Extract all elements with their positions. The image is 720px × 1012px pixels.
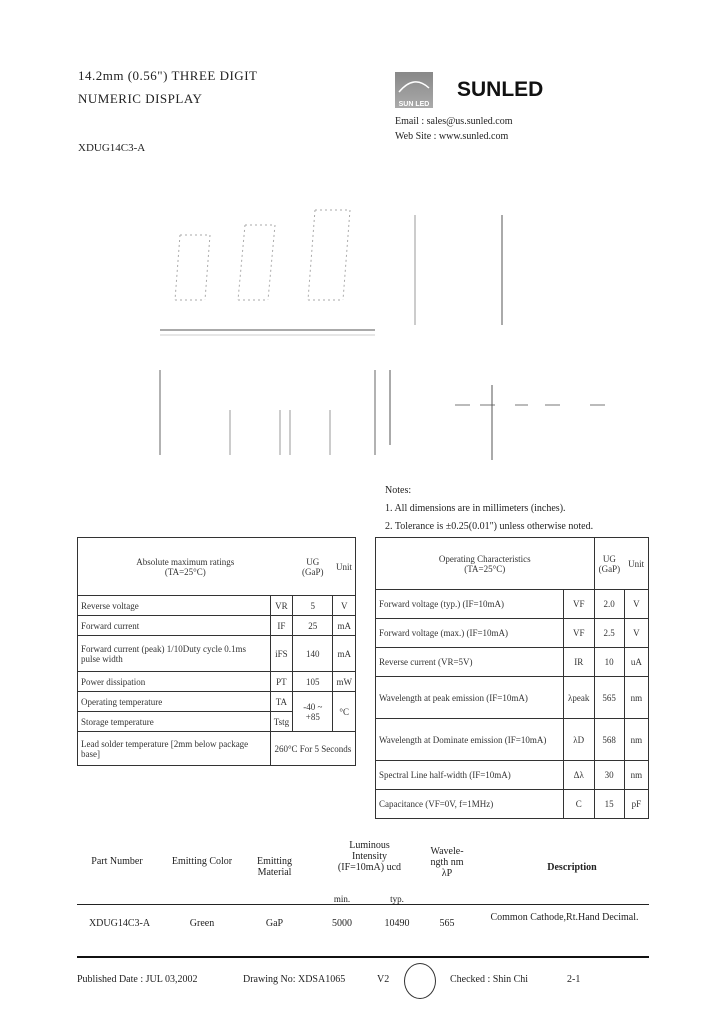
col-unit: Unit (624, 538, 648, 590)
package-drawing (150, 160, 620, 470)
value: 30 (594, 761, 624, 790)
note-item: 2. Tolerance is ±0.25(0.01") unless otherwise noted. (385, 521, 594, 532)
unit: mW (333, 672, 356, 692)
divider (77, 904, 649, 905)
symbol: λpeak (563, 677, 594, 719)
brand-name: SUNLED (457, 78, 544, 101)
logo-text: SUN LED (398, 101, 430, 108)
note-item: 1. All dimensions are in millimeters (inches). (385, 503, 566, 514)
value: 5 (293, 596, 333, 616)
part-table-header (77, 840, 649, 904)
header-description: Description (547, 862, 597, 873)
symbol: VF (563, 590, 594, 619)
param: Capacitance (VF=0V, f=1MHz) (376, 790, 564, 819)
published-date: Published Date : JUL 03,2002 (77, 974, 198, 985)
intensity-min: 5000 (332, 918, 352, 929)
param: Operating temperature (78, 692, 271, 712)
symbol: VR (270, 596, 292, 616)
param: Wavelength at peak emission (IF=10mA) (376, 677, 564, 719)
title-line1: 14.2mm (0.56") THREE DIGIT (78, 68, 258, 83)
unit: mA (333, 616, 356, 636)
unit: uA (624, 648, 648, 677)
param: Forward voltage (typ.) (IF=10mA) (376, 590, 564, 619)
param: Forward voltage (max.) (IF=10mA) (376, 619, 564, 648)
emitting-color: Green (189, 918, 215, 929)
header-part-number: Part Number (91, 856, 143, 867)
value: 2.0 (594, 590, 624, 619)
table-condition: (TA=25°C) (464, 563, 506, 574)
param: Power dissipation (78, 672, 271, 692)
value: 105 (293, 672, 333, 692)
col-unit: Unit (333, 538, 356, 596)
arc-icon (395, 72, 433, 96)
unit: V (624, 619, 648, 648)
header-luminous-intensity: Luminous Intensity (IF=10mA) ucd (337, 840, 402, 873)
unit: V (624, 590, 648, 619)
unit: nm (624, 761, 648, 790)
value: 15 (594, 790, 624, 819)
param: Storage temperature (78, 712, 271, 732)
header-min: min. (333, 894, 351, 904)
unit: mA (333, 636, 356, 672)
symbol: IR (563, 648, 594, 677)
col-part: UG (306, 556, 320, 567)
table-title: Operating Characteristics (438, 553, 531, 564)
param: Lead solder temperature [2mm below package base] (78, 732, 271, 766)
param: Spectral Line half-width (IF=10mA) (376, 761, 564, 790)
website: Web Site : www.sunled.com (395, 131, 509, 142)
emitting-material: GaP (265, 918, 284, 929)
param: Reverse current (VR=5V) (376, 648, 564, 677)
value: 25 (293, 616, 333, 636)
param: Wavelength at Dominate emission (IF=10mA) (376, 719, 564, 761)
param: Forward current (78, 616, 271, 636)
value: 2.5 (594, 619, 624, 648)
title-line2: NUMERIC DISPLAY (78, 91, 203, 106)
table-title: Absolute maximum ratings (136, 556, 235, 567)
param: Forward current (peak) 1/10Duty cycle 0.1ms pulse width (78, 636, 271, 672)
divider (77, 956, 649, 958)
symbol: λD (563, 719, 594, 761)
symbol: VF (563, 619, 594, 648)
symbol: Δλ (563, 761, 594, 790)
unit: pF (624, 790, 648, 819)
value: 140 (293, 636, 333, 672)
description: Common Cathode,Rt.Hand Decimal. (490, 912, 639, 923)
version: V2 (377, 974, 390, 985)
unit: °C (333, 692, 356, 732)
absolute-max-ratings-table (77, 537, 356, 766)
wavelength: 565 (439, 918, 455, 929)
notes-title: Notes: (385, 485, 412, 496)
value: -40 ~ +85 (293, 692, 333, 732)
intensity-typ: 10490 (384, 918, 410, 929)
symbol: IF (270, 616, 292, 636)
symbol: TA (270, 692, 292, 712)
drawing-number: Drawing No: XDSA1065 (243, 974, 346, 985)
symbol: iFS (270, 636, 292, 672)
email: Email : sales@us.sunled.com (395, 116, 513, 127)
header-wavelength: Wavele- ngth nm λP (430, 846, 464, 879)
symbol: PT (270, 672, 292, 692)
value: 10 (594, 648, 624, 677)
sunled-logo (395, 72, 433, 108)
symbol: C (563, 790, 594, 819)
header-emitting-material: Emitting Material (257, 856, 292, 878)
value: 565 (594, 677, 624, 719)
unit: nm (624, 677, 648, 719)
value: 260°C For 5 Seconds (270, 732, 355, 766)
checked-by: Checked : Shin Chi (450, 974, 529, 985)
header-typ: typ. (390, 894, 404, 904)
param: Reverse voltage (78, 596, 271, 616)
operating-characteristics-table (375, 537, 649, 819)
table-condition: (TA=25°C) (164, 566, 206, 577)
unit: V (333, 596, 356, 616)
header-emitting-color: Emitting Color (171, 856, 233, 867)
col-part: UG (602, 553, 616, 564)
symbol: Tstg (270, 712, 292, 732)
col-material: (GaP) (302, 566, 324, 577)
part-number: XDUG14C3-A (88, 918, 151, 929)
value: 568 (594, 719, 624, 761)
stamp-circle (404, 963, 436, 999)
unit: nm (624, 719, 648, 761)
part-number: XDUG14C3-A (78, 142, 146, 154)
col-material: (GaP) (598, 563, 621, 574)
page-number: 2-1 (567, 974, 581, 985)
notes (385, 482, 593, 536)
